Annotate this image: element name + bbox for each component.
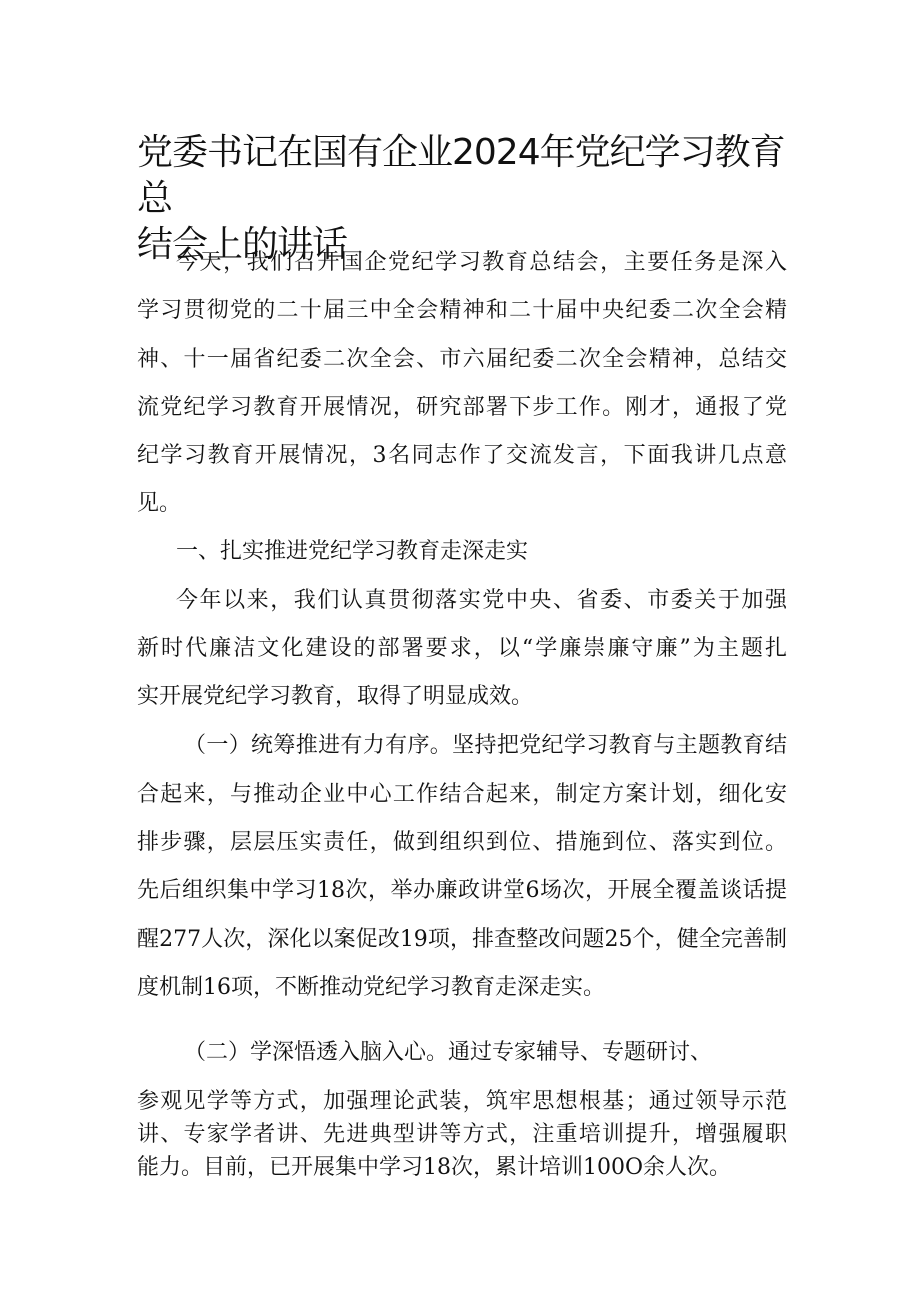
intro-line: 神、十一届省纪委二次全会、市六届纪委二次全会精神，总结交 <box>137 347 787 372</box>
section-heading: 一、扎实推进党纪学习教育走深走实 <box>176 539 529 564</box>
intro-line: 见。 <box>137 491 182 516</box>
subsection1-line: 醒277人次，深化以案促改19项，排查整改问题25个，健全完善制 <box>137 927 787 952</box>
intro-line: 流党纪学习教育开展情况，研究部署下步工作。刚才，通报了党 <box>137 395 787 420</box>
title-line-2: 结会上的讲话 <box>137 224 348 265</box>
intro-line: 纪学习教育开展情况，3名同志作了交流发言，下面我讲几点意 <box>137 443 787 468</box>
section1-line: 新时代廉洁文化建设的部署要求，以“学廉崇廉守廉”为主题扎 <box>137 636 787 661</box>
section1-line: 今年以来，我们认真贯彻落实党中央、省委、市委关于加强 <box>176 588 787 613</box>
subsection2-line: 参观见学等方式，加强理论武装，筑牢思想根基；通过领导示范 <box>137 1089 787 1114</box>
intro-line: 今天，我们召开国企党纪学习教育总结会，主要任务是深入 <box>176 250 787 275</box>
subsection2-line: 讲、专家学者讲、先进典型讲等方式，注重培训提升，增强履职 <box>137 1122 787 1147</box>
subsection1-line: 合起来，与推动企业中心工作结合起来，制定方案计划，细化安 <box>137 782 787 807</box>
subsection1-line: 排步骤，层层压实责任，做到组织到位、措施到位、落实到位。 <box>137 830 787 855</box>
subsection1-line: 先后组织集中学习18次，举办廉政讲堂6场次，开展全覆盖谈话提 <box>137 878 787 903</box>
title-line-1: 党委书记在国有企业2024年党纪学习教育总 <box>137 132 785 219</box>
subsection1-line: 度机制16项，不断推动党纪学习教育走深走实。 <box>137 975 605 1000</box>
section1-line: 实开展党纪学习教育，取得了明显成效。 <box>137 684 534 709</box>
intro-line: 学习贯彻党的二十届三中全会精神和二十届中央纪委二次全会精 <box>137 298 787 323</box>
subsection2-line: 能力。目前，已开展集中学习18次，累计培训100O余人次。 <box>137 1155 732 1180</box>
subsection2-line: （二）学深悟透入脑入心。通过专家辅导、专题研讨、 <box>184 1040 713 1065</box>
subsection1-line: （一）统筹推进有力有序。坚持把党纪学习教育与主题教育结 <box>184 733 787 758</box>
